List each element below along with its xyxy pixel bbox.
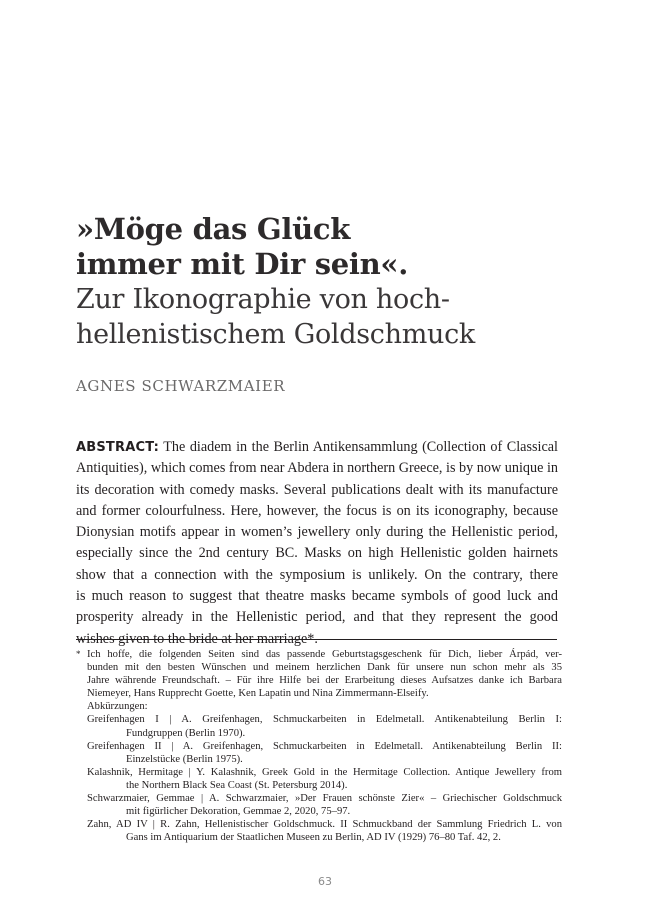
footnote-marker: * (76, 649, 81, 659)
footnote-text: Ich hoffe, die folgenden Seiten sind das passende Geburtstagsgeschenk für Dich, lieber Árpád, ver- (87, 649, 562, 660)
abstract-line: Antiquities), which comes from near Abdera in northern Greece, is by now unique in (76, 460, 558, 477)
abstract-line: is much reason to suggest that theatre masks became symbols of good luck and (76, 588, 558, 605)
title-block (76, 212, 576, 352)
abstract-text: The diadem in the Berlin Antikensammlung (Collection of Classical (158, 439, 558, 455)
footnotes (76, 648, 562, 844)
abstract-line (76, 437, 558, 458)
footnote-line: Zahn, AD IV | R. Zahn, Hellenistischer Goldschmuck. II Schmuckband der Sammlung Friedrich L. von (87, 819, 562, 831)
footnote-line: Abkürzungen: (87, 701, 148, 713)
abstract (76, 437, 558, 650)
footnote-line: mit figürlicher Dekoration, Gemmae 2, 2020, 75–97. (126, 806, 351, 818)
footnote-line: the Northern Black Sea Coast (St. Petersburg 2014). (126, 779, 348, 791)
subtitle-line-2: hellenistischem Goldschmuck (76, 319, 475, 350)
footnote-line: Niemeyer, Hans Rupprecht Goette, Ken Lapatin und Nina Zimmermann-Elseify. (87, 688, 429, 700)
page-number: 63 (318, 875, 332, 888)
abstract-line: its decoration with comedy masks. Several publications dealt with its manufacture (76, 481, 558, 498)
footnote-line: Kalashnik, Hermitage | Y. Kalashnik, Greek Gold in the Hermitage Collection. Antique Jewellery from (87, 766, 562, 778)
footnote-divider (76, 639, 557, 640)
abstract-label: ABSTRACT: (76, 440, 159, 455)
abstract-line: wishes given to the bride at her marriage*. (76, 630, 318, 647)
abstract-line: prosperity already in the Hellenistic period, and that they represent the good (76, 609, 558, 626)
footnote-line: bunden mit den besten Wünschen und meinem herzlichen Dank für unsere nun schon mehr als 35 (87, 662, 562, 674)
footnote-line: Jahre währende Freundschaft. – Für ihre Hilfe bei der Erarbeitung dieses Aufsatzes danke ich Barbara (87, 675, 562, 687)
footnote-line: Einzelstücke (Berlin 1975). (126, 753, 243, 765)
title-line-2: immer mit Dir sein«. (76, 247, 409, 281)
abstract-line: show that a connection with the symposium is unlikely. On the contrary, there (76, 566, 558, 583)
title-line-1: »Möge das Glück (76, 212, 351, 246)
footnote-line: Greifenhagen II | A. Greifenhagen, Schmuckarbeiten in Edelmetall. Antikenabteilung Berlin II: (87, 740, 562, 752)
footnote-line: Greifenhagen I | A. Greifenhagen, Schmuckarbeiten in Edelmetall. Antikenabteilung Berlin I: (87, 714, 562, 726)
footnote-line (76, 648, 562, 661)
abstract-line: Dionysian motifs appear in women’s jewellery only during the Hellenistic period, (76, 524, 558, 541)
footnote-line: Schwarzmaier, Gemmae | A. Schwarzmaier, »Der Frauen schönste Zier« – Griechischer Goldschmuck (87, 793, 562, 805)
footnote-line: Gans im Antiquarium der Staatlichen Museen zu Berlin, AD IV (1929) 76–80 Taf. 42, 2. (126, 832, 501, 844)
footnote-line: Fundgruppen (Berlin 1970). (126, 727, 246, 739)
abstract-line: especially since the 2nd century BC. Masks on high Hellenistic golden hairnets (76, 545, 558, 562)
abstract-line: and former colourfulness. Here, however, the focus is on its iconography, because (76, 502, 558, 519)
subtitle-line-1: Zur Ikonographie von hoch- (76, 284, 450, 315)
author-name: AGNES SCHWARZMAIER (76, 377, 286, 395)
